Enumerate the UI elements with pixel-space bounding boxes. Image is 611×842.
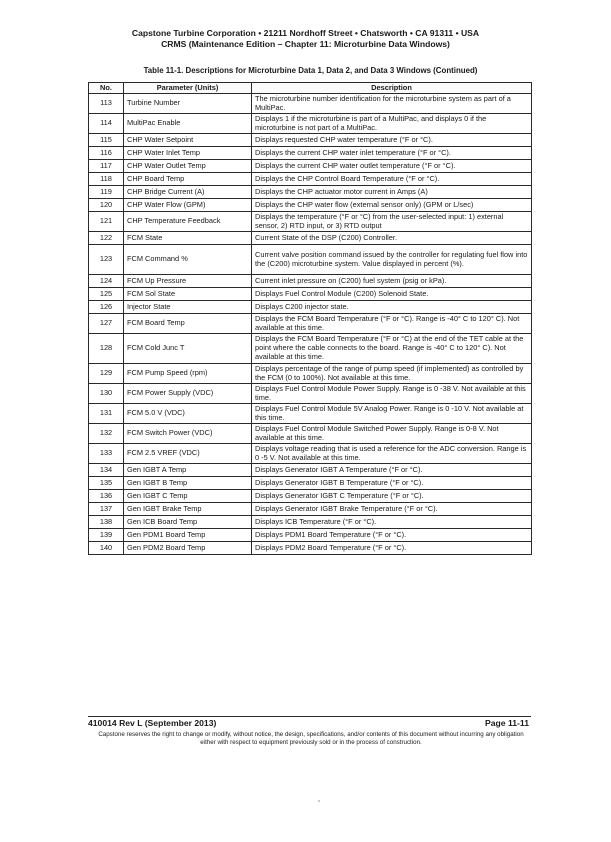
row-description: Displays Fuel Control Module Switched Power Supply. Range is 0-8 V. Not available at this time. <box>252 424 532 444</box>
row-description: Displays voltage reading that is used a reference for the ADC conversion. Range is 0 -5 V. Not available at this time. <box>252 444 532 464</box>
row-description: Displays 1 if the microturbine is part of a MultiPac, and displays 0 if the microturbine is not part of a MultiPac. <box>252 114 532 134</box>
row-number: 128 <box>89 334 124 364</box>
table-row <box>89 134 532 147</box>
table-row <box>89 199 532 212</box>
row-description: Displays ICB Temperature (°F or °C). <box>252 516 532 529</box>
table-row <box>89 288 532 301</box>
row-number: 124 <box>89 275 124 288</box>
row-number: 113 <box>89 94 124 114</box>
row-parameter: FCM Up Pressure <box>124 275 252 288</box>
row-number: 136 <box>89 490 124 503</box>
row-description: Displays requested CHP water temperature (°F or °C). <box>252 134 532 147</box>
row-number: 140 <box>89 542 124 555</box>
page-number: Page 11-11 <box>485 718 529 728</box>
table-row <box>89 275 532 288</box>
row-parameter: CHP Bridge Current (A) <box>124 186 252 199</box>
header-company-line: Capstone Turbine Corporation • 21211 Nordhoff Street • Chatsworth • CA 91311 • USA <box>131 28 480 38</box>
row-number: 135 <box>89 477 124 490</box>
table-row <box>89 529 532 542</box>
table-row <box>89 173 532 186</box>
document-header <box>0 28 611 50</box>
row-description: Displays the CHP Control Board Temperature (°F or °C). <box>252 173 532 186</box>
row-parameter: FCM Board Temp <box>124 314 252 334</box>
table-row <box>89 424 532 444</box>
row-parameter: CHP Water Setpoint <box>124 134 252 147</box>
table-row <box>89 245 532 275</box>
row-number: 133 <box>89 444 124 464</box>
row-parameter: FCM Sol State <box>124 288 252 301</box>
row-number: 130 <box>89 384 124 404</box>
row-number: 119 <box>89 186 124 199</box>
row-description: Displays the current CHP water inlet temperature (°F or °C). <box>252 147 532 160</box>
row-number: 118 <box>89 173 124 186</box>
header-chapter-line: CRMS (Maintenance Edition – Chapter 11: Microturbine Data Windows) <box>161 39 450 49</box>
row-parameter: CHP Water Flow (GPM) <box>124 199 252 212</box>
row-parameter: Gen ICB Board Temp <box>124 516 252 529</box>
row-parameter: MultiPac Enable <box>124 114 252 134</box>
row-number: 127 <box>89 314 124 334</box>
row-description: Displays the CHP actuator motor current in Amps (A) <box>252 186 532 199</box>
row-number: 125 <box>89 288 124 301</box>
footer-divider <box>88 716 531 717</box>
table-row <box>89 334 532 364</box>
row-number: 115 <box>89 134 124 147</box>
column-header-parameter: Parameter (Units) <box>124 83 252 94</box>
parameter-table <box>88 82 532 555</box>
row-description: Displays Fuel Control Module (C200) Solenoid State. <box>252 288 532 301</box>
legal-disclaimer: Capstone reserves the right to change or modify, without notice, the design, specifications, and/or contents of this document without incurring any obligation either with respect to equipment previously sold or in the process of construction. <box>98 731 524 746</box>
row-parameter: Gen IGBT Brake Temp <box>124 503 252 516</box>
row-parameter: FCM Pump Speed (rpm) <box>124 364 252 384</box>
table-row <box>89 404 532 424</box>
row-description: Displays Fuel Control Module 5V Analog Power. Range is 0 -10 V. Not available at this time. <box>252 404 532 424</box>
table-row <box>89 503 532 516</box>
row-number: 134 <box>89 464 124 477</box>
row-number: 121 <box>89 212 124 232</box>
row-description: Current inlet pressure on (C200) fuel system (psig or kPa). <box>252 275 532 288</box>
table-row <box>89 94 532 114</box>
row-parameter: Gen IGBT B Temp <box>124 477 252 490</box>
row-number: 131 <box>89 404 124 424</box>
row-description: The microturbine number identification for the microturbine system as part of a MultiPac. <box>252 94 532 114</box>
row-number: 132 <box>89 424 124 444</box>
row-parameter: Gen IGBT A Temp <box>124 464 252 477</box>
scan-speck <box>318 800 320 802</box>
row-description: Displays PDM1 Board Temperature (°F or °C). <box>252 529 532 542</box>
row-description: Displays PDM2 Board Temperature (°F or °C). <box>252 542 532 555</box>
table-header-row <box>89 83 532 94</box>
row-number: 129 <box>89 364 124 384</box>
row-parameter: FCM State <box>124 232 252 245</box>
table-row <box>89 186 532 199</box>
row-parameter: FCM 2.5 VREF (VDC) <box>124 444 252 464</box>
table-row <box>89 477 532 490</box>
column-header-no: No. <box>89 83 124 94</box>
row-parameter: CHP Temperature Feedback <box>124 212 252 232</box>
row-description: Displays the temperature (°F or °C) from the user-selected input: 1) external sensor, 2) RTD input, or 3) RTD output <box>252 212 532 232</box>
row-number: 116 <box>89 147 124 160</box>
table-row <box>89 160 532 173</box>
row-parameter: Turbine Number <box>124 94 252 114</box>
row-parameter: CHP Water Inlet Temp <box>124 147 252 160</box>
table-row <box>89 516 532 529</box>
row-number: 137 <box>89 503 124 516</box>
row-parameter: Gen IGBT C Temp <box>124 490 252 503</box>
row-parameter: FCM Switch Power (VDC) <box>124 424 252 444</box>
row-description: Displays C200 injector state. <box>252 301 532 314</box>
row-number: 120 <box>89 199 124 212</box>
row-parameter: Injector State <box>124 301 252 314</box>
row-parameter: CHP Water Outlet Temp <box>124 160 252 173</box>
table-row <box>89 147 532 160</box>
table-row <box>89 444 532 464</box>
row-description: Displays Generator IGBT A Temperature (°F or °C). <box>252 464 532 477</box>
row-number: 117 <box>89 160 124 173</box>
row-description: Displays the current CHP water outlet temperature (°F or °C). <box>252 160 532 173</box>
row-description: Current State of the DSP (C200) Controller. <box>252 232 532 245</box>
table-row <box>89 464 532 477</box>
table-row <box>89 314 532 334</box>
row-description: Displays Generator IGBT Brake Temperature (°F or °C). <box>252 503 532 516</box>
row-parameter: CHP Board Temp <box>124 173 252 186</box>
document-revision: 410014 Rev L (September 2013) <box>88 718 217 728</box>
row-parameter: Gen PDM2 Board Temp <box>124 542 252 555</box>
row-number: 126 <box>89 301 124 314</box>
row-parameter: FCM Power Supply (VDC) <box>124 384 252 404</box>
table-row <box>89 232 532 245</box>
row-number: 122 <box>89 232 124 245</box>
row-number: 114 <box>89 114 124 134</box>
table-row <box>89 212 532 232</box>
row-description: Displays the CHP water flow (external sensor only) (GPM or L/sec) <box>252 199 532 212</box>
row-parameter: FCM Command % <box>124 245 252 275</box>
row-description: Displays the FCM Board Temperature (°F or °C). Range is -40° C to 120° C). Not available at this time. <box>252 314 532 334</box>
row-description: Current valve position command issued by the controller for regulating fuel flow into the (C200) microturbine system. Value displayed in percent (%). <box>252 245 532 275</box>
row-parameter: FCM 5.0 V (VDC) <box>124 404 252 424</box>
row-description: Displays the FCM Board Temperature (°F or °C) at the end of the TET cable at the point where the cable connects to the board. Range is -40° C to 120° C). Not available at this time. <box>252 334 532 364</box>
table-row <box>89 301 532 314</box>
row-number: 138 <box>89 516 124 529</box>
row-description: Displays percentage of the range of pump speed (if implemented) as controlled by the FCM (0 to 100%). Not available at this time. <box>252 364 532 384</box>
table-row <box>89 542 532 555</box>
row-number: 139 <box>89 529 124 542</box>
table-caption: Table 11-1. Descriptions for Microturbine Data 1, Data 2, and Data 3 Windows (Continued) <box>143 66 478 75</box>
row-parameter: FCM Cold Junc T <box>124 334 252 364</box>
row-number: 123 <box>89 245 124 275</box>
table-row <box>89 384 532 404</box>
table-row <box>89 490 532 503</box>
table-row <box>89 364 532 384</box>
row-parameter: Gen PDM1 Board Temp <box>124 529 252 542</box>
column-header-description: Description <box>252 83 532 94</box>
row-description: Displays Fuel Control Module Power Supply. Range is 0 -38 V. Not available at this time. <box>252 384 532 404</box>
row-description: Displays Generator IGBT B Temperature (°F or °C). <box>252 477 532 490</box>
row-description: Displays Generator IGBT C Temperature (°F or °C). <box>252 490 532 503</box>
table-row <box>89 114 532 134</box>
